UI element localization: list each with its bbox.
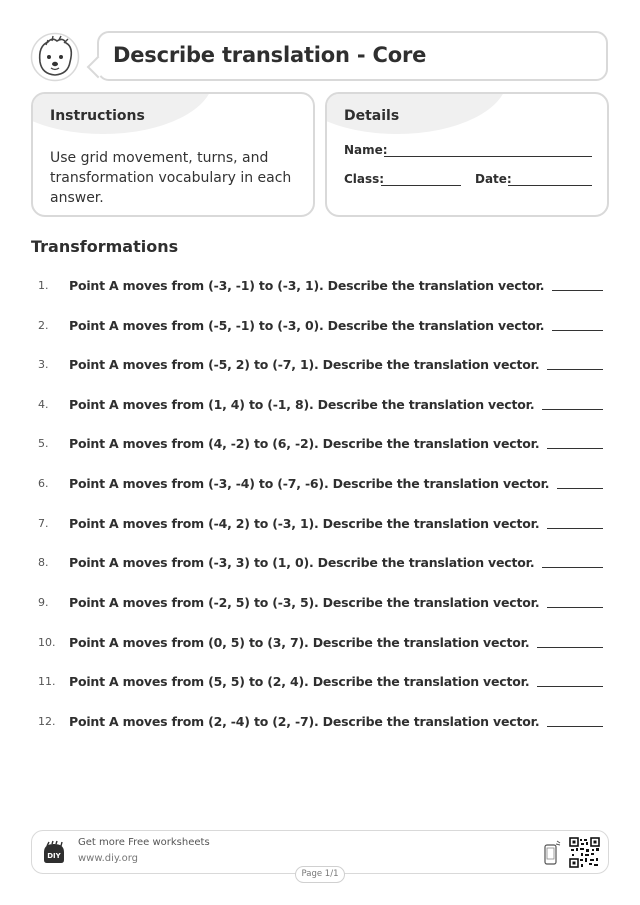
question-text: Point A moves from (-4, 2) to (-3, 1). Describe the translation vector.: [69, 515, 540, 531]
details-panel: [325, 92, 609, 217]
question-item: [31, 275, 603, 295]
answer-line[interactable]: [547, 517, 603, 529]
answer-line[interactable]: [552, 319, 603, 331]
details-heading: Details: [344, 108, 400, 124]
question-item: [31, 592, 603, 612]
class-label: Class:: [344, 172, 385, 186]
logo-text: DIY: [47, 852, 61, 860]
question-text: Point A moves from (0, 5) to (3, 7). Describe the translation vector.: [69, 634, 530, 650]
question-text: Point A moves from (5, 5) to (2, 4). Describe the translation vector.: [69, 673, 530, 689]
answer-line[interactable]: [547, 358, 603, 370]
question-item: [31, 711, 603, 731]
answer-line[interactable]: [537, 636, 603, 648]
answer-line[interactable]: [557, 477, 603, 489]
question-text: Point A moves from (-3, -1) to (-3, 1). Describe the translation vector.: [69, 277, 545, 293]
question-text: Point A moves from (-3, 3) to (1, 0). Describe the translation vector.: [69, 554, 535, 570]
answer-line[interactable]: [537, 675, 603, 687]
instructions-text: Use grid movement, turns, and transformation vocabulary in each answer.: [50, 150, 292, 206]
name-label: Name:: [344, 143, 388, 157]
page-title: Describe translation - Core: [113, 43, 427, 67]
question-item: [31, 354, 603, 374]
answer-line[interactable]: [547, 437, 603, 449]
date-field[interactable]: [508, 185, 592, 186]
question-item: [31, 632, 603, 652]
footer-promo-text: Get more Free worksheets: [78, 837, 210, 848]
answer-line[interactable]: [552, 279, 603, 291]
diy-logo-icon[interactable]: [41, 840, 67, 866]
question-number: 5.: [38, 436, 49, 450]
question-item: [31, 473, 603, 493]
date-label: Date:: [475, 172, 512, 186]
question-item: [31, 394, 603, 414]
question-item: [31, 315, 603, 335]
question-number: 9.: [38, 595, 49, 609]
question-number: 3.: [38, 357, 49, 371]
question-number: 2.: [38, 318, 49, 332]
question-text: Point A moves from (-5, -1) to (-3, 0). Describe the translation vector.: [69, 317, 545, 333]
name-field[interactable]: [384, 156, 592, 157]
section-title: Transformations: [31, 237, 179, 256]
question-item: [31, 671, 603, 691]
question-number: 1.: [38, 278, 49, 292]
footer-link[interactable]: www.diy.org: [78, 853, 138, 864]
question-text: Point A moves from (2, -4) to (2, -7). Describe the translation vector.: [69, 713, 540, 729]
answer-line[interactable]: [547, 596, 603, 608]
question-text: Point A moves from (-3, -4) to (-7, -6). Describe the translation vector.: [69, 475, 550, 491]
question-number: 7.: [38, 516, 49, 530]
answer-line[interactable]: [542, 556, 603, 568]
question-item: [31, 513, 603, 533]
question-number: 4.: [38, 397, 49, 411]
question-number: 10.: [38, 635, 56, 649]
question-text: Point A moves from (1, 4) to (-1, 8). Describe the translation vector.: [69, 396, 535, 412]
class-field[interactable]: [381, 185, 461, 186]
question-item: [31, 552, 603, 572]
answer-line[interactable]: [542, 398, 603, 410]
question-number: 6.: [38, 476, 49, 490]
qr-code-icon[interactable]: [569, 837, 600, 868]
question-text: Point A moves from (4, -2) to (6, -2). Describe the translation vector.: [69, 435, 540, 451]
question-number: 12.: [38, 714, 56, 728]
phone-icon: [543, 840, 561, 866]
instructions-heading: Instructions: [50, 108, 145, 124]
page-indicator: Page 1/1: [295, 866, 345, 883]
question-item: [31, 433, 603, 453]
instructions-panel: [31, 92, 315, 217]
question-number: 8.: [38, 555, 49, 569]
title-box: [97, 31, 608, 81]
mascot-icon: [30, 32, 80, 82]
question-text: Point A moves from (-2, 5) to (-3, 5). Describe the translation vector.: [69, 594, 540, 610]
answer-line[interactable]: [547, 715, 603, 727]
question-text: Point A moves from (-5, 2) to (-7, 1). Describe the translation vector.: [69, 356, 540, 372]
question-number: 11.: [38, 674, 56, 688]
